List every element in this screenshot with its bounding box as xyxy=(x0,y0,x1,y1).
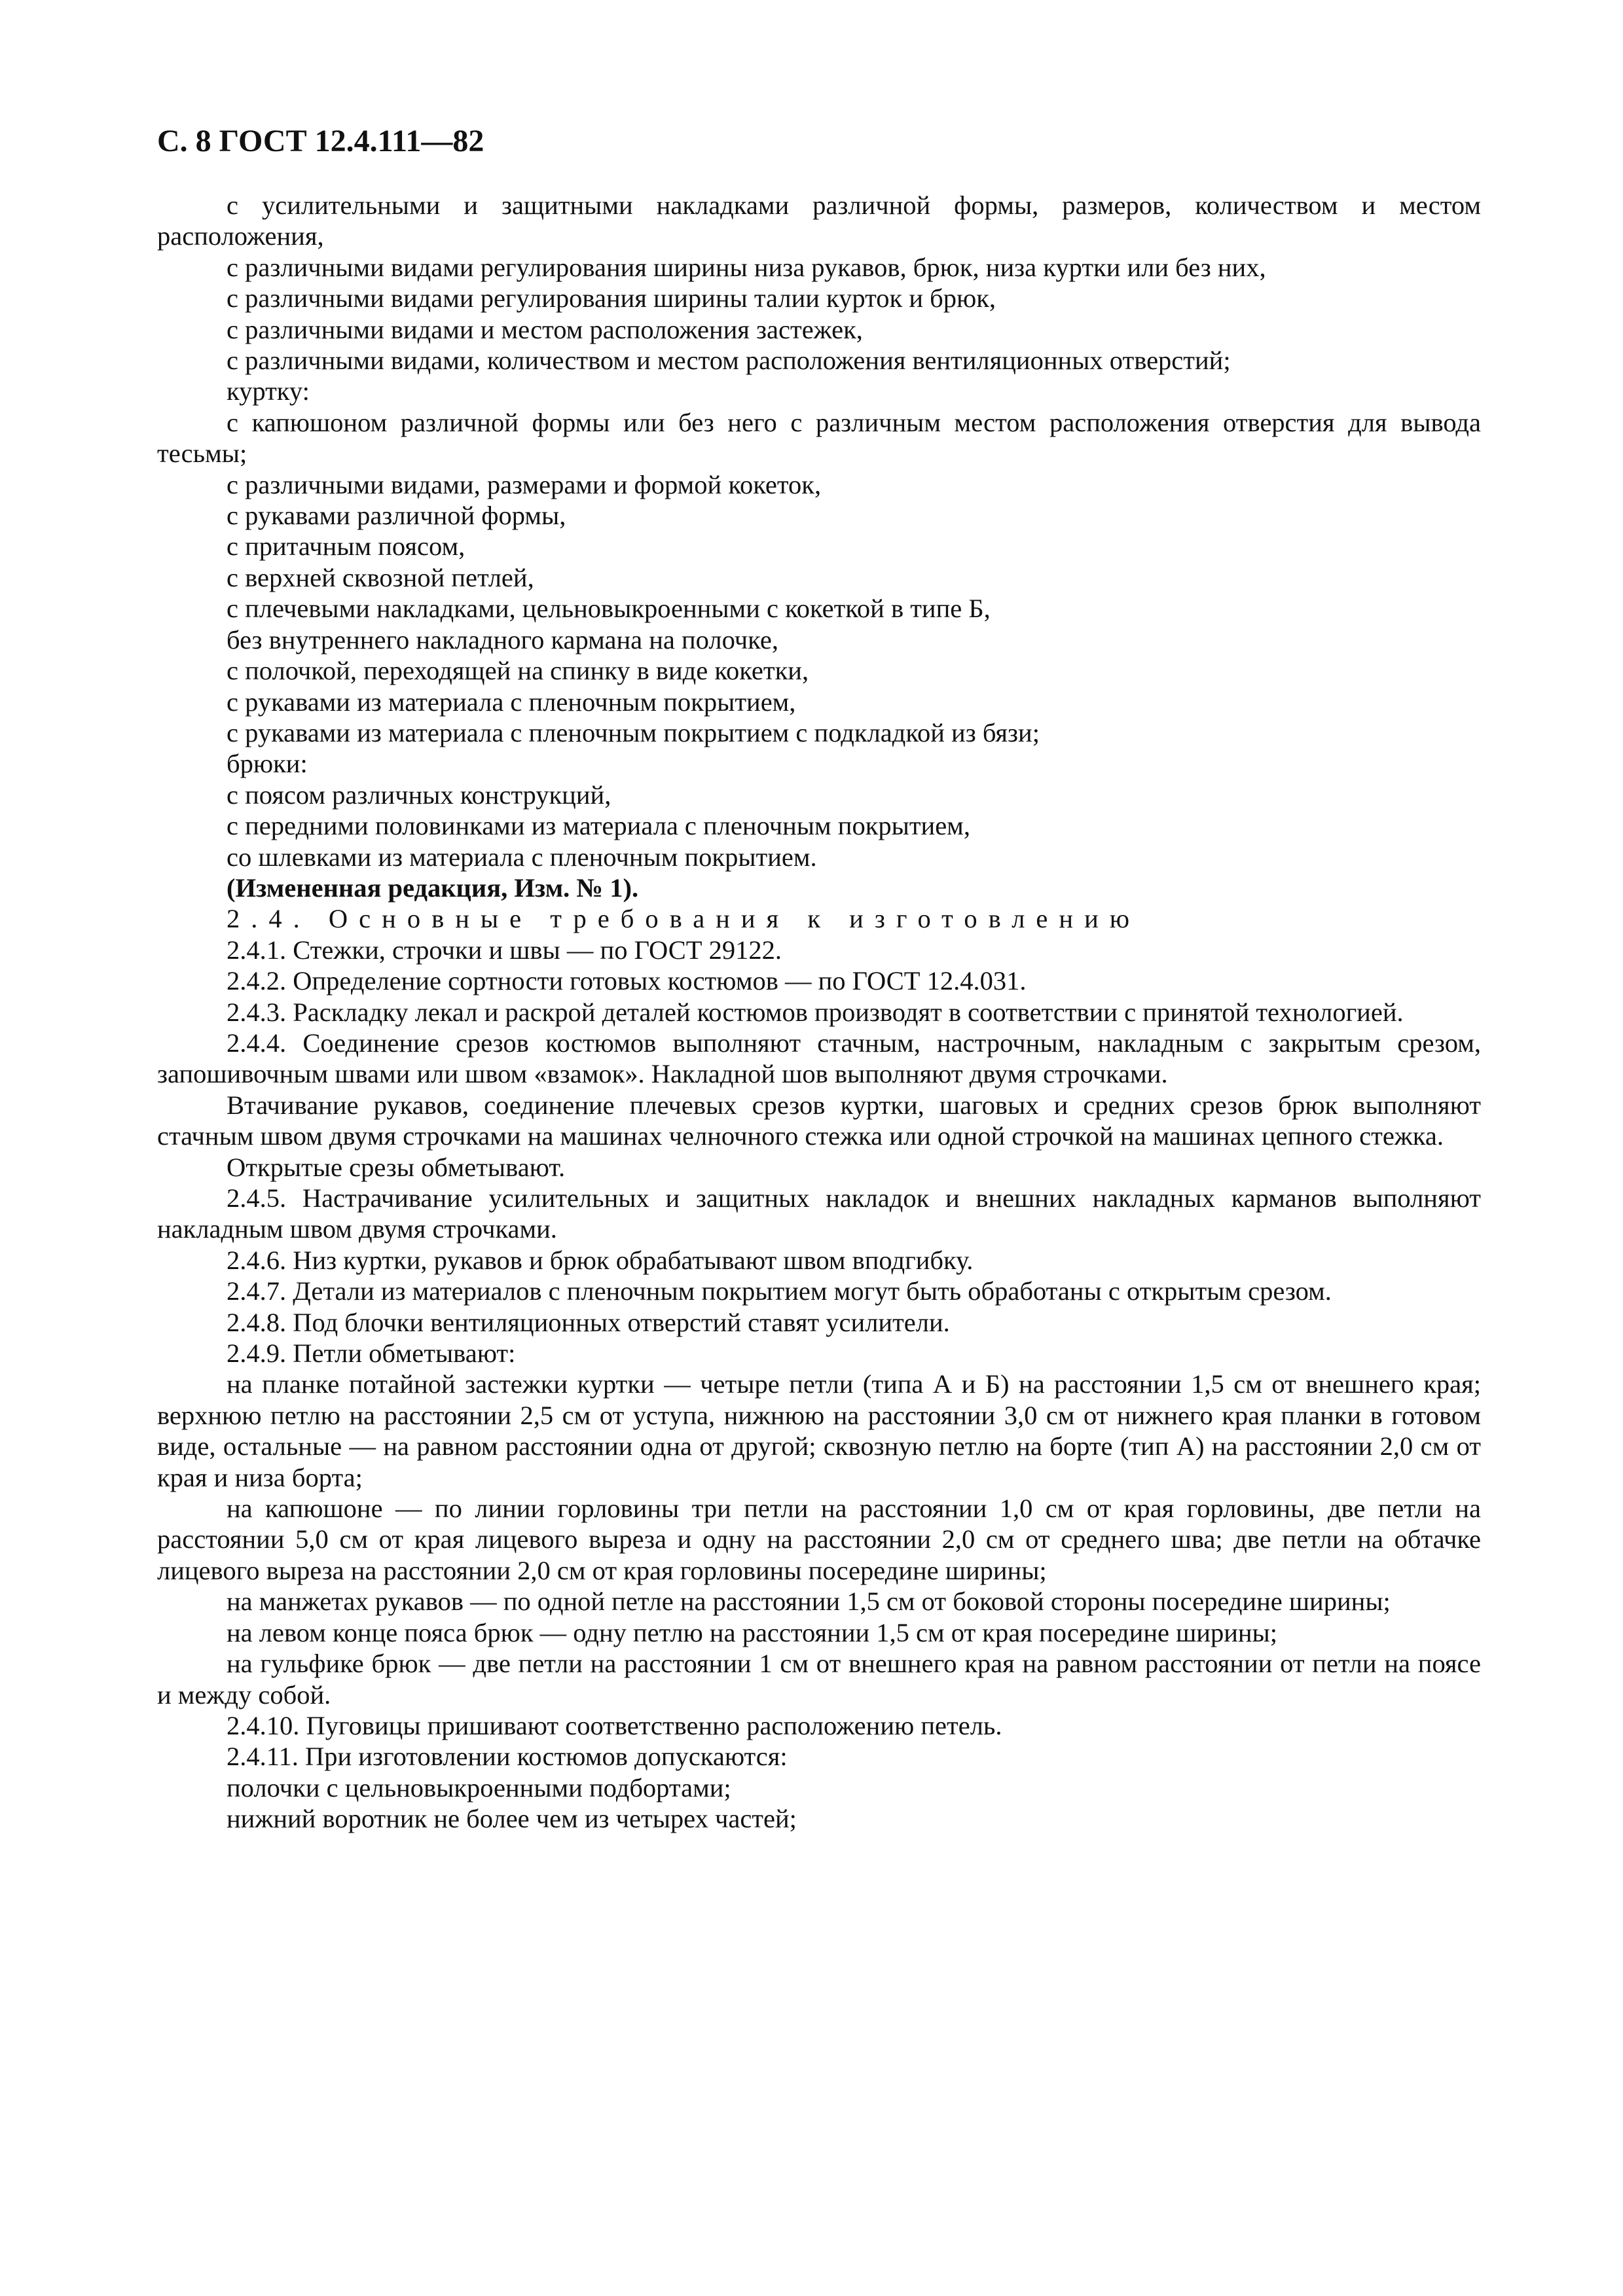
paragraph: со шлевками из материала с пленочным покрытием. xyxy=(227,842,817,872)
paragraph: 2.4.8. Под блочки вентиляционных отверстий ставят усилители. xyxy=(227,1307,950,1337)
paragraph: с рукавами из материала с пленочным покрытием с подкладкой из бязи; xyxy=(227,717,1040,747)
paragraph: на манжетах рукавов — по одной петле на расстоянии 1,5 см от боковой стороны посередине ширины; xyxy=(227,1587,1391,1617)
paragraph: с полочкой, переходящей на спинку в виде кокетки, xyxy=(227,656,809,686)
section-heading: 2.4. Основные требования к изготовлению xyxy=(227,904,1141,934)
paragraph: куртку: xyxy=(227,376,310,406)
paragraph: на левом конце пояса брюк — одну петлю на расстоянии 1,5 см от края посередине ширины; xyxy=(227,1617,1278,1647)
paragraph: с верхней сквозной петлей, xyxy=(227,562,534,592)
amendment-note: (Измененная редакция, Изм. № 1). xyxy=(227,872,639,903)
page-header: С. 8 ГОСТ 12.4.111—82 xyxy=(157,124,484,158)
paragraph: с плечевыми накладками, цельновыкроенными с кокеткой в типе Б, xyxy=(227,594,991,624)
paragraph: 2.4.2. Определение сортности готовых костюмов — по ГОСТ 12.4.031. xyxy=(227,966,1027,996)
paragraph: с притачным поясом, xyxy=(227,531,465,562)
paragraph: с различными видами и местом расположения застежек, xyxy=(227,314,863,344)
paragraph: на гульфике брюк — две петли на расстоянии 1 см от внешнего края на равном расстоянии от петли на поясе и между собой. xyxy=(157,1649,1481,1710)
paragraph: 2.4.11. При изготовлении костюмов допускаются: xyxy=(227,1742,788,1772)
paragraph: 2.4.9. Петли обметывают: xyxy=(227,1338,516,1369)
paragraph: Втачивание рукавов, соединение плечевых срезов куртки, шаговых и средних срезов брюк выполняют стачным швом двумя строчками на машинах челночного стежка или одной строчкой на машинах цепного стежка. xyxy=(157,1090,1481,1151)
paragraph: с капюшоном различной формы или без него с различным местом расположения отверстия для вывода тесьмы; xyxy=(157,407,1481,469)
paragraph: без внутреннего накладного кармана на полочке, xyxy=(227,624,778,655)
paragraph: с различными видами, количеством и местом расположения вентиляционных отверстий; xyxy=(227,346,1231,376)
paragraph: с различными видами, размерами и формой кокеток, xyxy=(227,469,822,499)
paragraph: брюки: xyxy=(227,749,308,779)
paragraph: 2.4.6. Низ куртки, рукавов и брюк обрабатывают швом вподгибку. xyxy=(227,1245,974,1275)
paragraph: на планке потайной застежки куртки — четыре петли (типа А и Б) на расстоянии 1,5 см от внешнего края; верхнюю петлю на расстоянии 2,5 см от уступа, нижнюю на расстоянии 3,0 см от нижнего края планки в готовом виде, остальные — на равном расстоянии одна от другой; сквозную петлю на борте (тип А) на расстоянии 2,0 см от края и низа борта; xyxy=(157,1369,1481,1492)
paragraph: с передними половинками из материала с пленочным покрытием, xyxy=(227,811,970,841)
paragraph: с различными видами регулирования ширины низа рукавов, брюк, низа куртки или без них, xyxy=(227,252,1266,282)
paragraph: полочки с цельновыкроенными подбортами; xyxy=(227,1772,731,1803)
paragraph: 2.4.7. Детали из материалов с пленочным покрытием могут быть обработаны с открытым срезом. xyxy=(227,1276,1332,1306)
paragraph: 2.4.10. Пуговицы пришивают соответственно расположению петель. xyxy=(227,1710,1002,1740)
paragraph: на капюшоне — по линии горловины три петли на расстоянии 1,0 см от края горловины, две петли на расстоянии 5,0 см от края лицевого выреза и одну на расстоянии 2,0 см от среднего шва; две петли на обтачке лицевого выреза на расстоянии 2,0 см от края горловины посередине ширины; xyxy=(157,1494,1481,1585)
paragraph: 2.4.1. Стежки, строчки и швы — по ГОСТ 29122. xyxy=(227,935,782,965)
paragraph: Открытые срезы обметывают. xyxy=(227,1152,566,1182)
paragraph: 2.4.5. Настрачивание усилительных и защитных накладок и внешних накладных карманов выполняют накладным швом двумя строчками. xyxy=(157,1183,1481,1244)
paragraph: 2.4.3. Раскладку лекал и раскрой деталей костюмов производят в соответствии с принятой технологией. xyxy=(227,997,1404,1027)
paragraph: с поясом различных конструкций, xyxy=(227,780,611,810)
paragraph: с различными видами регулирования ширины талии курток и брюк, xyxy=(227,283,996,314)
paragraph: с рукавами различной формы, xyxy=(227,501,566,531)
document-body xyxy=(157,190,1481,1835)
paragraph: 2.4.4. Соединение срезов костюмов выполняют стачным, настрочным, накладным с закрытым срезом, запошивочным швами или швом «взамок». Накладной шов выполняют двумя строчками. xyxy=(157,1028,1481,1089)
paragraph: с рукавами из материала с пленочным покрытием, xyxy=(227,687,796,717)
paragraph: с усилительными и защитными накладками различной формы, размеров, количеством и местом расположения, xyxy=(157,190,1481,251)
paragraph: нижний воротник не более чем из четырех частей; xyxy=(227,1804,797,1834)
